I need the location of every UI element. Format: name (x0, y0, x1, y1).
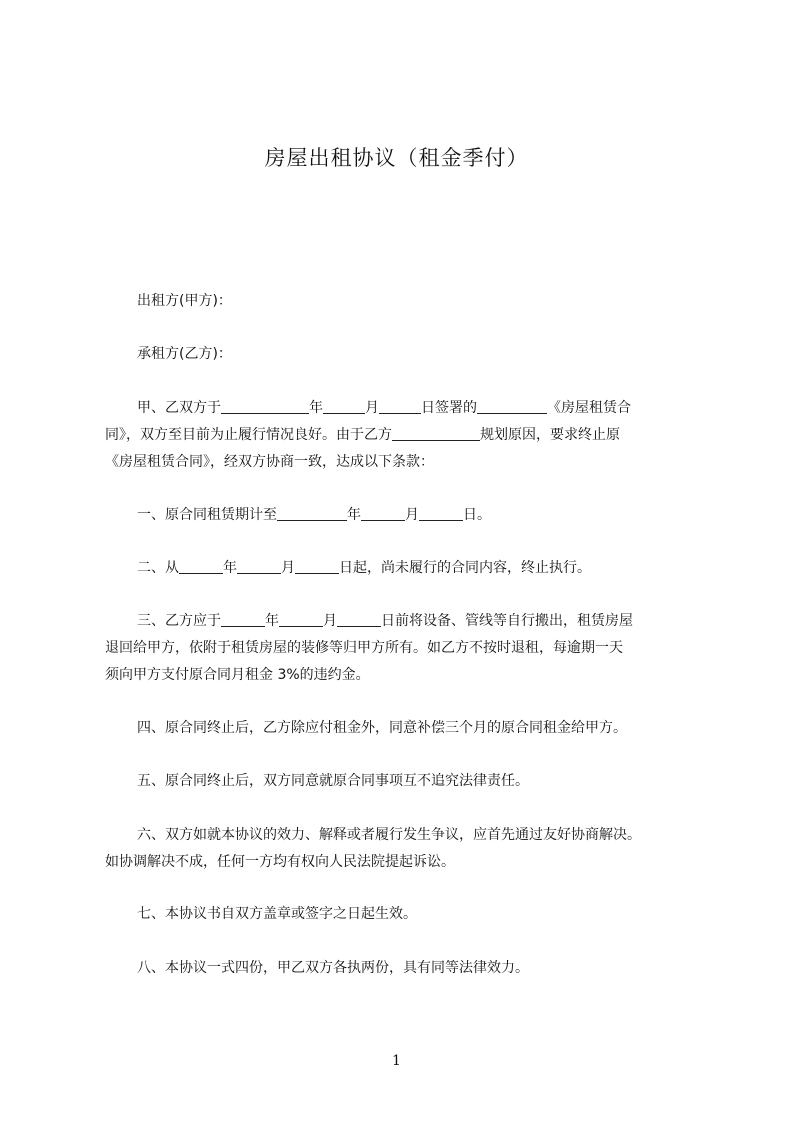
blank-lease-end-month[interactable] (361, 503, 405, 521)
clause-5: 五、原合同终止后，双方同意就原合同事项互不追究法律责任。 (137, 773, 529, 789)
blank-termination-day[interactable] (295, 556, 339, 574)
intro-paragraph: 甲、乙双方于 年 月 日签署的 《房屋租赁合 同》，双方至目前为止履行情况良好。由于乙方 规划原因，要求终止原 《房屋租赁合同》，经双方协商一致，达成以下条款： (105, 395, 720, 476)
blank-lease-end-year[interactable] (277, 503, 347, 521)
lessee-line: 承租方(乙方)： (137, 346, 232, 362)
blank-moveout-day[interactable] (337, 609, 381, 627)
blank-sign-month[interactable] (323, 396, 365, 414)
blank-lease-end-day[interactable] (419, 503, 463, 521)
blank-moveout-month[interactable] (279, 609, 323, 627)
blank-reason[interactable] (392, 423, 480, 441)
clause-3: 三、乙方应于 年 月 日前将设备、管线等自行搬出，租赁房屋 退回给甲方，依附于租赁房屋的装修等归甲方所有。如乙方不按时退租，每逾期一天 须向甲方支付原合同月租金 3%的违约金。 (105, 608, 720, 689)
blank-moveout-year[interactable] (221, 609, 265, 627)
clause-7: 七、本协议书自双方盖章或签字之日起生效。 (137, 906, 417, 922)
clause-2: 二、从 年 月 日起，尚未履行的合同内容，终止执行。 (105, 555, 720, 582)
page-number: 1 (392, 1053, 401, 1069)
document-title: 房屋出租协议（租金季付） (264, 146, 529, 170)
clause-4: 四、原合同终止后，乙方除应付租金外，同意补偿三个月的原合同租金给甲方。 (137, 720, 627, 736)
clause-1: 一、原合同租赁期计至 年 月 日。 (105, 502, 720, 529)
clause-6: 六、双方如就本协议的效力、解释或者履行发生争议，应首先通过友好协商解决。 如协调解决不成，任何一方均有权向人民法院提起诉讼。 (105, 827, 641, 870)
blank-sign-day[interactable] (379, 396, 421, 414)
blank-termination-year[interactable] (179, 556, 223, 574)
blank-contract-party[interactable] (477, 396, 547, 414)
lessor-line: 出租方(甲方)： (137, 293, 232, 309)
blank-sign-year[interactable] (221, 396, 309, 414)
clause-8: 八、本协议一式四份，甲乙双方各执两份，具有同等法律效力。 (137, 960, 529, 976)
blank-termination-month[interactable] (237, 556, 281, 574)
